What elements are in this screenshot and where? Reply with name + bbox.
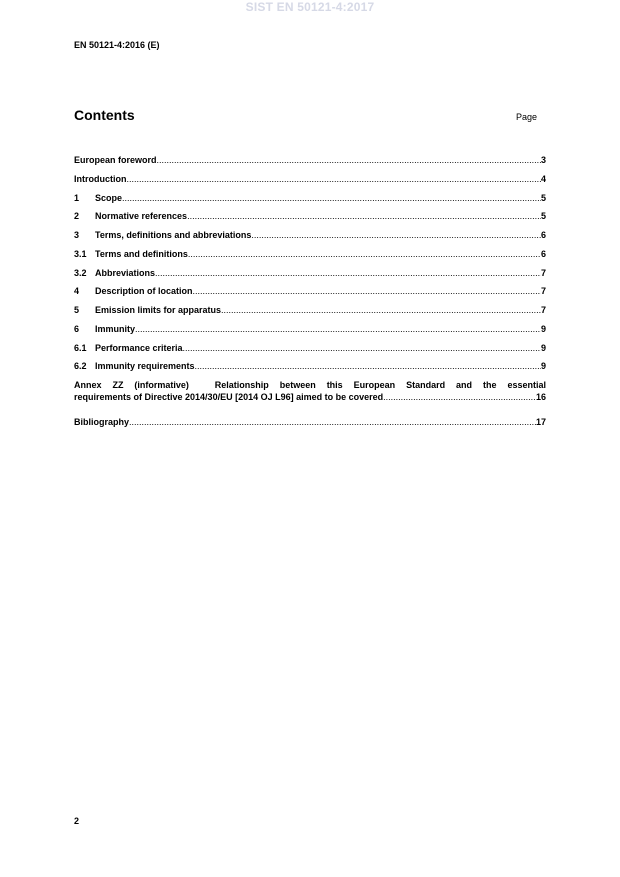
toc-entry-label: European foreword [74,155,157,165]
footer-page-number: 2 [74,816,80,826]
toc-entry-number: 3 [74,230,80,240]
toc-entry-label: Terms and definitions [95,248,188,259]
annex-word: ZZ [112,380,124,390]
toc-entry-page: 5 [540,211,546,222]
annex-word: and [456,380,473,390]
toc-entry-bibliography[interactable] [74,417,546,436]
toc-entry[interactable] [74,193,546,212]
toc-leader-dots [183,343,541,353]
toc-leader-dots [129,417,536,427]
toc-leader-dots [122,193,541,203]
toc-leader-dots [383,392,536,402]
annex-word: between [279,380,316,390]
toc-entry-number: 5 [74,305,80,315]
toc-leader-dots [187,211,541,221]
toc-leader-dots [221,305,541,315]
toc-entry[interactable] [74,174,546,193]
toc-entry-page: 7 [540,305,546,315]
annex-word: Annex [74,380,102,390]
annex-continuation-line [74,392,546,406]
watermark: SIST EN 50121-4:2017 [245,0,375,14]
toc-entry-number: 6.1 [74,342,87,353]
toc-entry-number: 3.1 [74,248,87,259]
toc-entry[interactable] [74,155,546,174]
annex-word: this [326,380,343,390]
toc-entry-number: 3.2 [74,267,87,278]
table-of-contents [74,155,546,436]
toc-entry-page: 7 [540,286,546,297]
toc-entry-label: Scope [95,192,123,203]
annex-word: (informative) [134,380,189,390]
annex-word: Relationship [214,380,269,390]
toc-leader-dots [127,174,541,184]
toc-entry-page: 4 [540,173,546,184]
toc-entry-number: 6.2 [74,361,87,372]
toc-leader-dots [157,155,541,165]
toc-entry[interactable] [74,268,546,287]
toc-entry[interactable] [74,361,546,380]
toc-leader-dots [251,230,541,240]
toc-entry[interactable] [74,230,546,249]
toc-entry-label: Performance criteria [95,342,183,353]
annex-title-line [74,380,546,392]
toc-entry-label: Abbreviations [95,267,156,278]
toc-entry-page: 9 [540,323,546,334]
toc-entry[interactable] [74,343,546,362]
toc-entry-number: 4 [74,286,80,297]
annex-word: European [353,380,396,390]
toc-entry-page: 5 [540,192,546,203]
toc-entry-label: Immunity [95,323,136,334]
annex-word: the [483,380,497,390]
toc-entry-page: 16 [535,392,546,402]
toc-entry-label: Emission limits for apparatus [95,305,222,315]
toc-entry-label: Bibliography [74,417,130,427]
toc-leader-dots [195,361,541,371]
toc-entry-page: 6 [540,248,546,259]
toc-entry-page: 9 [540,361,546,372]
annex-word: essential [507,380,546,390]
toc-entry-page: 6 [540,230,546,240]
toc-entry[interactable] [74,305,546,324]
page-column-label: Page [516,112,538,122]
toc-entry[interactable] [74,249,546,268]
toc-entry-label: Normative references [95,211,188,222]
toc-entry-label: Terms, definitions and abbreviations [95,230,252,240]
toc-entry-page: 3 [540,155,546,165]
annex-line2-label: requirements of Directive 2014/30/EU [2014 OJ L96] aimed to be covered [74,392,384,402]
toc-entry-number: 1 [74,192,80,203]
toc-entry-page: 17 [535,417,546,427]
toc-entry-number: 6 [74,323,80,334]
toc-entry-annex[interactable] [74,380,546,417]
document-id: EN 50121-4:2016 (E) [74,40,160,50]
toc-entry-page: 9 [540,342,546,353]
contents-title: Contents [74,107,135,123]
toc-entry-label: Introduction [74,173,127,184]
toc-entry-number: 2 [74,211,80,222]
toc-leader-dots [193,286,541,296]
toc-entry-page: 7 [540,267,546,278]
toc-entry[interactable] [74,211,546,230]
annex-word: Standard [406,380,446,390]
toc-entry[interactable] [74,324,546,343]
toc-entry[interactable] [74,286,546,305]
toc-leader-dots [155,268,541,278]
toc-entry-label: Immunity requirements [95,361,195,372]
toc-leader-dots [135,324,541,334]
toc-entry-label: Description of location [95,286,193,297]
toc-leader-dots [188,249,541,259]
